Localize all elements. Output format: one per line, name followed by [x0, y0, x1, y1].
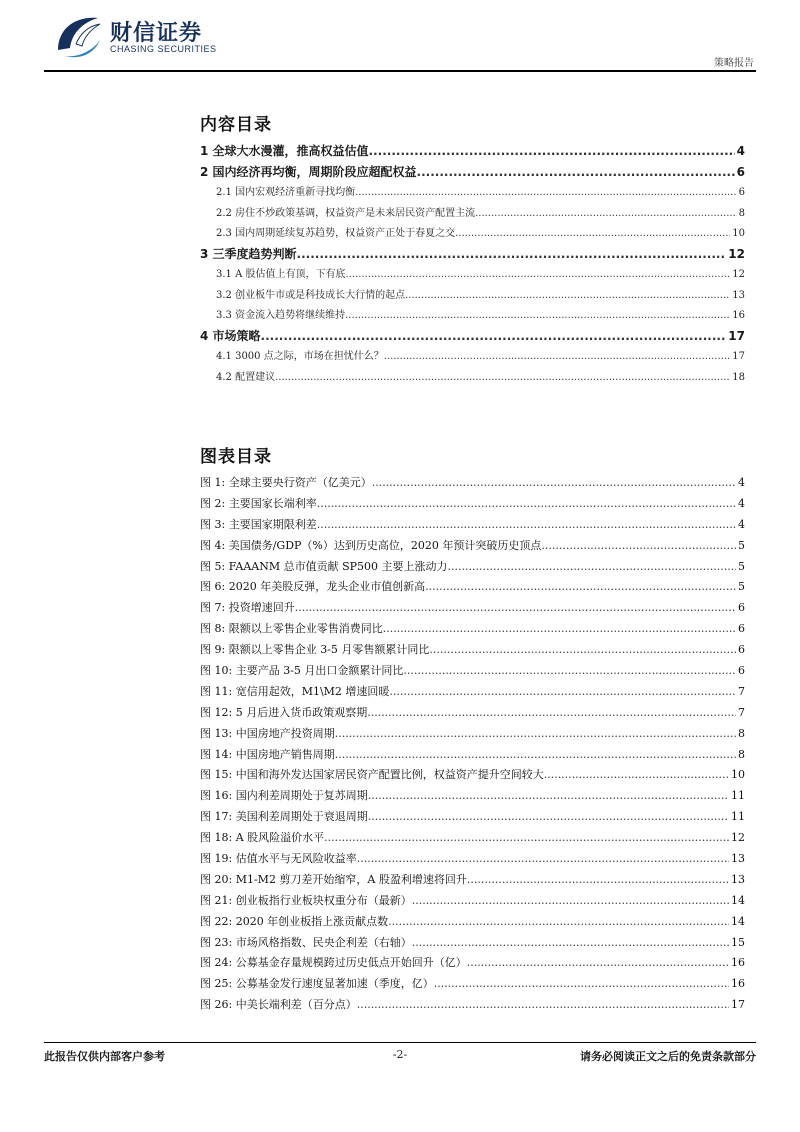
figure-entry-page: 4: [738, 517, 745, 531]
header-divider: [44, 70, 756, 72]
figure-entry-page: 8: [738, 726, 745, 740]
toc-leader-dots: [417, 165, 735, 179]
figure-entry-label: 图 2: 主要国家长端利率: [200, 496, 317, 510]
figure-leader-dots: [544, 768, 729, 781]
figure-entry[interactable]: [200, 599, 745, 620]
figure-entry-page: 11: [731, 810, 745, 824]
table-of-contents: [200, 142, 745, 388]
figure-entry-label: 图 19: 估值水平与无风险收益率: [200, 852, 357, 866]
figure-entry-label: 图 25: 公募基金发行速度显著加速（季度，亿）: [200, 977, 434, 991]
page-header: [44, 12, 756, 70]
figure-list-heading: 图表目录: [200, 447, 272, 467]
figure-leader-dots: [368, 810, 729, 823]
figure-entry[interactable]: [200, 954, 745, 975]
figure-entry-page: 5: [738, 538, 745, 552]
toc-entry[interactable]: [200, 306, 745, 327]
figure-entry-label: 图 8: 限额以上零售企业零售消费同比: [200, 622, 383, 636]
toc-entry[interactable]: [200, 183, 745, 204]
toc-entry-label: 2 国内经济再均衡，周期阶段应超配权益: [200, 164, 417, 179]
figure-entry[interactable]: [200, 766, 745, 787]
figure-entry[interactable]: [200, 871, 745, 892]
brand-name-en: CHASING SECURITIES: [110, 44, 217, 54]
figure-entry-label: 图 13: 中国房地产投资周期: [200, 726, 335, 740]
figure-entry-label: 图 12: 5 月后进入货币政策观察期: [200, 705, 368, 719]
toc-entry-page: 17: [728, 328, 745, 343]
toc-leader-dots: [369, 144, 735, 158]
toc-entry-page: 6: [738, 187, 745, 198]
figure-entry-page: 15: [731, 935, 745, 949]
figure-entry-page: 8: [738, 747, 745, 761]
figure-leader-dots: [425, 580, 736, 593]
toc-entry[interactable]: [200, 368, 745, 389]
page-footer: [44, 1048, 756, 1068]
figure-leader-dots: [317, 518, 736, 531]
figure-leader-dots: [372, 476, 736, 489]
figure-entry[interactable]: [200, 808, 745, 829]
toc-entry-label: 4.2 配置建议: [216, 371, 276, 383]
figure-entry-page: 16: [731, 977, 745, 991]
toc-entry-label: 2.1 国内宏观经济重新寻找均衡: [216, 187, 356, 198]
figure-entry-page: 17: [731, 998, 745, 1012]
page-number: -2-: [392, 1048, 408, 1061]
figure-leader-dots: [403, 664, 736, 677]
figure-entry-page: 10: [731, 768, 745, 782]
figure-entry[interactable]: [200, 850, 745, 871]
toc-entry-page: 18: [732, 371, 745, 383]
figure-entry[interactable]: [200, 725, 745, 746]
figure-entry[interactable]: [200, 683, 745, 704]
toc-entry-label: 3.3 资金流入趋势将继续维持: [216, 310, 346, 321]
figure-entry[interactable]: [200, 578, 745, 599]
figure-entry[interactable]: [200, 704, 745, 725]
toc-entry-page: 8: [738, 207, 745, 219]
document-type: 策略报告: [714, 58, 754, 69]
toc-entry[interactable]: [200, 163, 745, 184]
figure-leader-dots: [467, 956, 729, 969]
figure-entry-label: 图 9: 限额以上零售企业 3-5 月零售额累计同比: [200, 643, 430, 657]
figure-entry-page: 14: [731, 914, 745, 928]
toc-entry-label: 2.2 房住不炒政策基调，权益资产是未来居民资产配置主流: [216, 207, 476, 219]
figure-entry[interactable]: [200, 495, 745, 516]
toc-entry[interactable]: [200, 245, 745, 266]
figure-leader-dots: [357, 998, 729, 1011]
toc-entry-page: 6: [736, 164, 745, 179]
toc-leader-dots: [297, 247, 727, 261]
toc-leader-dots: [355, 187, 737, 198]
figure-entry-label: 图 1: 全球主要央行资产（亿美元）: [200, 476, 372, 489]
figure-entry-label: 图 22: 2020 年创业板指上涨贡献点数: [200, 914, 389, 928]
figure-entry[interactable]: [200, 746, 745, 767]
figure-leader-dots: [389, 685, 736, 698]
figure-leader-dots: [335, 748, 736, 761]
brand-logo: [44, 12, 244, 64]
figure-entry-page: 6: [738, 601, 745, 615]
figure-entry-page: 12: [731, 831, 745, 845]
figure-leader-dots: [541, 539, 736, 552]
toc-entry-label: 2.3 国内周期延续复苏趋势，权益资产正处于春夏之交: [216, 228, 456, 239]
figure-leader-dots: [429, 643, 736, 656]
toc-entry-label: 4.1 3000 点之际，市场在担忧什么？: [216, 351, 384, 362]
figure-entry-page: 4: [738, 496, 745, 510]
figure-entry[interactable]: [200, 829, 745, 850]
toc-entry-label: 3.2 创业板牛市或是科技成长大行情的起点: [216, 289, 406, 301]
toc-entry-page: 17: [732, 351, 745, 362]
toc-entry-page: 12: [728, 246, 745, 261]
figure-entry-page: 7: [738, 684, 745, 698]
toc-leader-dots: [275, 372, 730, 383]
figure-entry-page: 5: [738, 559, 745, 573]
figure-entry-label: 图 16: 国内利差周期处于复苏周期: [200, 789, 368, 803]
figure-entry[interactable]: [200, 892, 745, 913]
figure-entry-page: 14: [731, 893, 745, 907]
figure-entry-page: 13: [731, 852, 745, 866]
figure-entry-label: 图 5: FAAANM 总市值贡献 SP500 主要上涨动力: [200, 559, 448, 573]
figure-entry[interactable]: [200, 662, 745, 683]
figure-leader-dots: [448, 560, 736, 573]
footer-disclaimer: 此报告仅供内部客户参考: [44, 1050, 165, 1063]
figure-leader-dots: [335, 727, 736, 740]
toc-heading: 内容目录: [200, 115, 272, 135]
figure-entry-label: 图 14: 中国房地产销售周期: [200, 747, 335, 761]
figure-leader-dots: [357, 852, 729, 865]
toc-entry-page: 13: [732, 289, 745, 301]
toc-entry[interactable]: [200, 265, 745, 286]
toc-entry[interactable]: [200, 142, 745, 163]
toc-entry[interactable]: [200, 347, 745, 368]
footer-divider: [44, 1042, 756, 1043]
figure-leader-dots: [324, 831, 729, 844]
figure-entry-page: 6: [738, 643, 745, 657]
figure-entry-page: 13: [731, 872, 745, 886]
toc-entry-page: 16: [732, 310, 745, 321]
figure-entry-page: 4: [738, 476, 745, 489]
figure-leader-dots: [412, 894, 729, 907]
figure-entry[interactable]: [200, 474, 745, 495]
toc-entry-page: 10: [732, 228, 745, 239]
figure-entry[interactable]: [200, 975, 745, 996]
figure-entry[interactable]: [200, 516, 745, 537]
figure-entry-label: 图 7: 投资增速回升: [200, 601, 295, 615]
toc-leader-dots: [345, 269, 730, 280]
toc-entry[interactable]: [200, 204, 745, 225]
toc-entry-page: 12: [732, 269, 745, 280]
figure-leader-dots: [367, 706, 736, 719]
figure-entry[interactable]: [200, 934, 745, 955]
toc-leader-dots: [475, 208, 737, 219]
toc-entry-label: 4 市场策略: [200, 328, 261, 343]
figure-entry-page: 6: [738, 622, 745, 636]
figure-entry[interactable]: [200, 641, 745, 662]
brand-name-cn: 财信证券: [110, 21, 203, 46]
figure-leader-dots: [317, 497, 736, 510]
toc-leader-dots: [405, 290, 730, 301]
figure-entry-page: 16: [731, 956, 745, 970]
figure-entry-label: 图 26: 中美长端利差（百分点）: [200, 998, 357, 1012]
toc-entry-label: 3 三季度趋势判断: [200, 246, 297, 261]
toc-leader-dots: [261, 329, 727, 343]
figure-entry-label: 图 10: 主要产品 3-5 月出口金额累计同比: [200, 664, 404, 678]
figure-entry-label: 图 6: 2020 年美股反弹，龙头企业市值创新高: [200, 580, 426, 594]
toc-entry-label: 1 全球大水漫灌，推高权益估值: [200, 144, 369, 158]
figure-entry-label: 图 3: 主要国家期限利差: [200, 517, 317, 531]
figure-entry-label: 图 17: 美国利差周期处于衰退周期: [200, 810, 368, 824]
figure-entry[interactable]: [200, 537, 745, 558]
footer-notice: 请务必阅读正文之后的免责条款部分: [580, 1050, 756, 1063]
list-of-figures: [200, 474, 745, 1017]
figure-entry-label: 图 23: 市场风格指数、民央企利差（右轴）: [200, 935, 412, 949]
toc-leader-dots: [455, 228, 730, 239]
toc-entry-page: 4: [736, 144, 745, 158]
figure-leader-dots: [295, 601, 736, 614]
figure-leader-dots: [434, 977, 729, 990]
figure-entry-label: 图 11: 宽信用起效，M1\M2 增速回暖: [200, 684, 390, 698]
figure-entry-page: 6: [738, 664, 745, 678]
figure-leader-dots: [467, 873, 729, 886]
toc-entry[interactable]: [200, 286, 745, 307]
figure-entry-page: 5: [738, 580, 745, 594]
toc-entry[interactable]: [200, 327, 745, 348]
figure-leader-dots: [412, 936, 729, 949]
figure-entry-page: 11: [731, 789, 745, 803]
figure-leader-dots: [388, 915, 729, 928]
figure-entry-page: 7: [738, 705, 745, 719]
figure-leader-dots: [368, 789, 729, 802]
figure-entry-label: 图 21: 创业板指行业板块权重分布（最新）: [200, 893, 412, 907]
toc-entry[interactable]: [200, 224, 745, 245]
figure-entry[interactable]: [200, 996, 745, 1017]
figure-entry-label: 图 24: 公募基金存量规模跨过历史低点开始回升（亿）: [200, 956, 467, 970]
figure-entry-label: 图 4: 美国债务/GDP（%）达到历史高位，2020 年预计突破历史顶点: [200, 538, 542, 552]
toc-leader-dots: [345, 310, 730, 321]
figure-entry-label: 图 18: A 股风险溢价水平: [200, 831, 325, 845]
figure-entry[interactable]: [200, 787, 745, 808]
figure-entry[interactable]: [200, 558, 745, 579]
toc-entry-label: 3.1 A 股估值上有顶，下有底: [216, 269, 346, 280]
figure-leader-dots: [383, 622, 736, 635]
figure-entry[interactable]: [200, 620, 745, 641]
brand-logo-mark-icon: [54, 14, 104, 60]
figure-entry[interactable]: [200, 913, 745, 934]
figure-entry-label: 图 15: 中国和海外发达国家居民资产配置比例，权益资产提升空间较大: [200, 768, 544, 782]
figure-entry-label: 图 20: M1-M2 剪刀差开始缩窄，A 股盈利增速将回升: [200, 872, 467, 886]
toc-leader-dots: [384, 351, 731, 362]
